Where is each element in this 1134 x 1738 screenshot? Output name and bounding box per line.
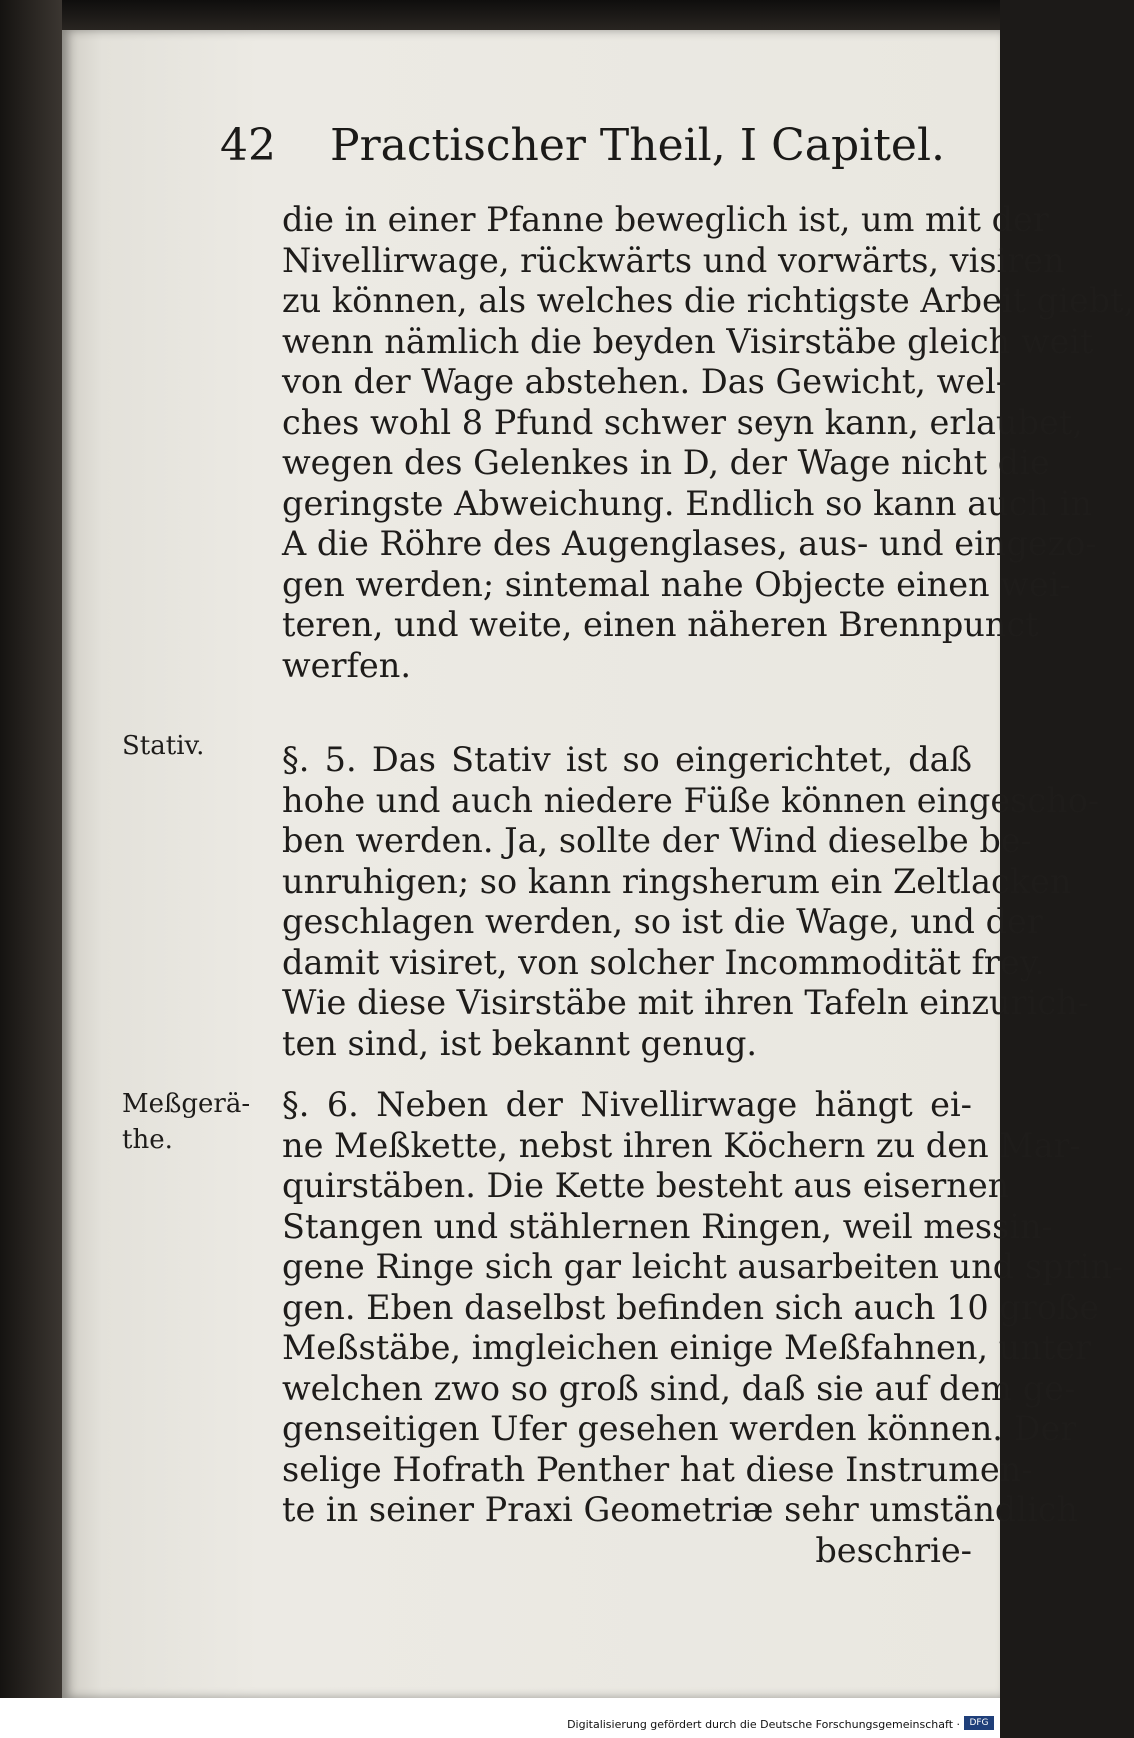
dfg-logo: DFG xyxy=(964,1716,994,1730)
paragraph-section-6 xyxy=(282,1085,1124,1571)
text-line: geringste Abweichung. Endlich so kann auch in xyxy=(282,483,1093,523)
text-line: wenn nämlich die beyden Visirstäbe gleich weit xyxy=(282,321,1094,361)
text-line: A die Röhre des Augenglases, aus- und eingezo- xyxy=(282,524,1097,563)
text-line: genseitigen Ufer gesehen werden können. Der xyxy=(282,1409,1077,1448)
margin-note-line: Meßgerä- xyxy=(122,1089,251,1119)
page-number: 42 xyxy=(220,120,276,171)
text-line: geschlagen werden, so ist die Wage, und der xyxy=(282,902,1043,941)
text-line: §. 5. Das Stativ ist so eingerichtet, daß xyxy=(282,740,972,779)
text-line: ne Meßkette, nebst ihren Köchern zu den Mar- xyxy=(282,1125,1081,1165)
text-line: Stangen und stählernen Ringen, weil messin- xyxy=(282,1206,1053,1246)
page-header xyxy=(220,120,945,171)
text-line: quirstäben. Die Kette besteht aus eisernen xyxy=(282,1166,1010,1205)
catchword: beschrie- xyxy=(815,1530,972,1570)
text-line: unruhigen; so kann ringsherum ein Zeltlacken xyxy=(282,861,1072,901)
book-spine xyxy=(0,0,62,1738)
margin-note-stativ: Stativ. xyxy=(122,731,205,761)
text-line: Nivellirwage, rückwärts und vorwärts, visiren xyxy=(282,240,1065,280)
text-line: §. 6. Neben der Nivellirwage hängt ei- xyxy=(282,1085,972,1124)
book-top-edge xyxy=(0,0,1000,32)
running-title: Practischer Theil, I Capitel. xyxy=(330,120,946,171)
text-line: welchen zwo so groß sind, daß sie auf dem ge- xyxy=(282,1368,1076,1408)
text-line: ten sind, ist bekannt genug. xyxy=(282,1023,758,1063)
digitization-credit: Digitalisierung gefördert durch die Deutsche Forschungsgemeinschaft · xyxy=(567,1718,960,1731)
text-line: Meßstäbe, imgleichen einige Meßfahnen, unter xyxy=(282,1328,1092,1367)
text-line: werfen. xyxy=(282,645,411,685)
text-line: hohe und auch niedere Füße können eingescho- xyxy=(282,780,1100,820)
paragraph-section-5 xyxy=(282,740,1100,1064)
text-line: die in einer Pfanne beweglich ist, um mit der xyxy=(282,200,1049,239)
text-line: ches wohl 8 Pfund schwer seyn kann, erlaubet, xyxy=(282,402,1083,442)
text-line: wegen des Gelenkes in D, der Wage nicht die xyxy=(282,443,1050,482)
text-line: damit visiret, von solcher Incommodität frey. xyxy=(282,942,1045,982)
text-line: te in seiner Praxi Geometriæ sehr umständlich xyxy=(282,1490,1079,1529)
text-line: selige Hofrath Penther hat diese Instrumen- xyxy=(282,1449,1033,1489)
text-line: gen. Eben daselbst befinden sich auch 10 große xyxy=(282,1287,1100,1327)
text-line: teren, und weite, einen näheren Brennpunct xyxy=(282,605,1039,644)
margin-note-line: the. xyxy=(122,1125,173,1155)
margin-note-messgeraethe xyxy=(122,1086,250,1158)
text-line: zu können, als welches die richtigste Arbeit giebt, xyxy=(282,281,1134,320)
text-line: Wie diese Visirstäbe mit ihren Tafeln einzurich- xyxy=(282,983,1090,1022)
text-line: gene Ringe sich gar leicht ausarbeiten und sprin- xyxy=(282,1247,1124,1286)
text-line: von der Wage abstehen. Das Gewicht, wel- xyxy=(282,362,1008,401)
text-line: ben werden. Ja, sollte der Wind dieselbe be- xyxy=(282,821,1032,860)
text-line: gen werden; sintemal nahe Objecte einen wei- xyxy=(282,564,1071,604)
paragraph-continuation xyxy=(282,200,1134,686)
